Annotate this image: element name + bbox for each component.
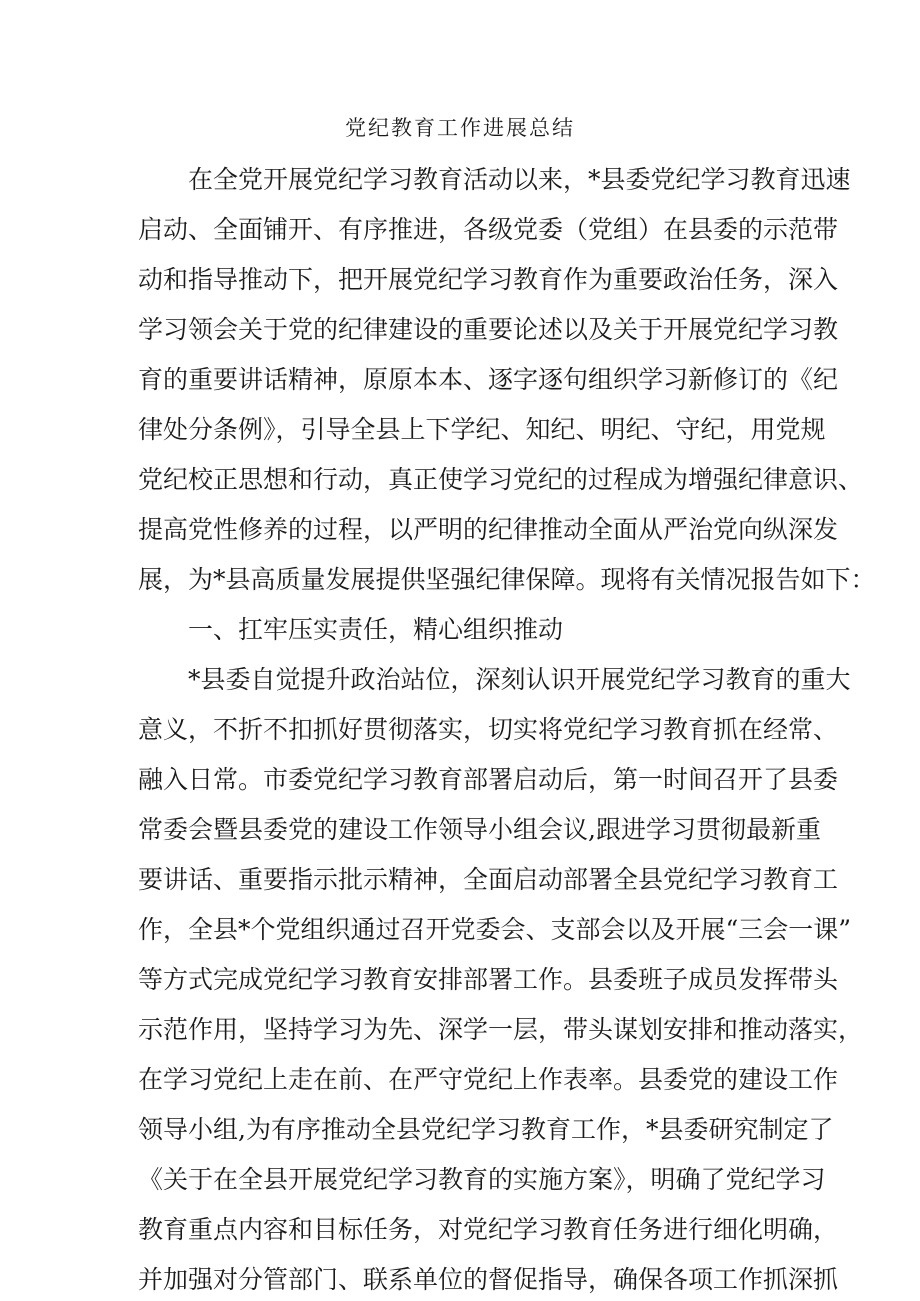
paragraph-line: 教育重点内容和目标任务，对党纪学习教育任务进行细化明确， — [138, 1215, 839, 1244]
paragraph-line: 动和指导推动下，把开展党纪学习教育作为重要政治任务，深入 — [138, 265, 839, 294]
paragraph-line: 提高党性修养的过程，以严明的纪律推动全面从严治党向纵深发 — [138, 515, 839, 544]
paragraph-line: *县委自觉提升政治站位，深刻认识开展党纪学习教育的重大 — [188, 665, 851, 694]
paragraph-line: 启动、全面铺开、有序推进，各级党委（党组）在县委的示范带 — [138, 215, 839, 244]
paragraph-line: 并加强对分管部门、联系单位的督促指导，确保各项工作抓深抓 — [138, 1265, 839, 1294]
paragraph-line: 育的重要讲话精神，原原本本、逐字逐句组织学习新修订的《纪 — [138, 365, 839, 394]
paragraph-line: 要讲话、重要指示批示精神，全面启动部署全县党纪学习教育工 — [138, 865, 839, 894]
document-title: 党纪教育工作进展总结 — [345, 116, 575, 140]
paragraph-line: 学习领会关于党的纪律建设的重要论述以及关于开展党纪学习教 — [138, 315, 839, 344]
paragraph-line: 展，为*县高质量发展提供坚强纪律保障。现将有关情况报告如下： — [138, 565, 876, 594]
paragraph-line: 律处分条例》，引导全县上下学纪、知纪、明纪、守纪，用党规 — [138, 415, 826, 444]
paragraph-line: 在全党开展党纪学习教育活动以来，*县委党纪学习教育迅速 — [188, 165, 851, 194]
paragraph-line: 融入日常。市委党纪学习教育部署启动后，第一时间召开了县委 — [138, 765, 839, 794]
section-heading: 一、扛牢压实责任，精心组织推动 — [188, 615, 564, 644]
paragraph-line: 常委会暨县委党的建设工作领导小组会议,跟进学习贯彻最新重 — [138, 815, 821, 844]
paragraph-line: 作，全县*个党组织通过召开党委会、支部会以及开展“三会一课” — [138, 915, 852, 944]
paragraph-line: 示范作用，坚持学习为先、深学一层，带头谋划安排和推动落实， — [138, 1015, 864, 1044]
paragraph-line: 意义，不折不扣抓好贯彻落实，切实将党纪学习教育抓在经常、 — [138, 715, 839, 744]
paragraph-line: 领导小组,为有序推动全县党纪学习教育工作，*县委研究制定了 — [138, 1115, 834, 1144]
paragraph-line: 在学习党纪上走在前、在严守党纪上作表率。县委党的建设工作 — [138, 1065, 839, 1094]
paragraph-line: 党纪校正思想和行动，真正使学习党纪的过程成为增强纪律意识、 — [138, 465, 864, 494]
paragraph-line: 等方式完成党纪学习教育安排部署工作。县委班子成员发挥带头 — [138, 965, 839, 994]
paragraph-line: 《关于在全县开展党纪学习教育的实施方案》，明确了党纪学习 — [138, 1165, 826, 1194]
